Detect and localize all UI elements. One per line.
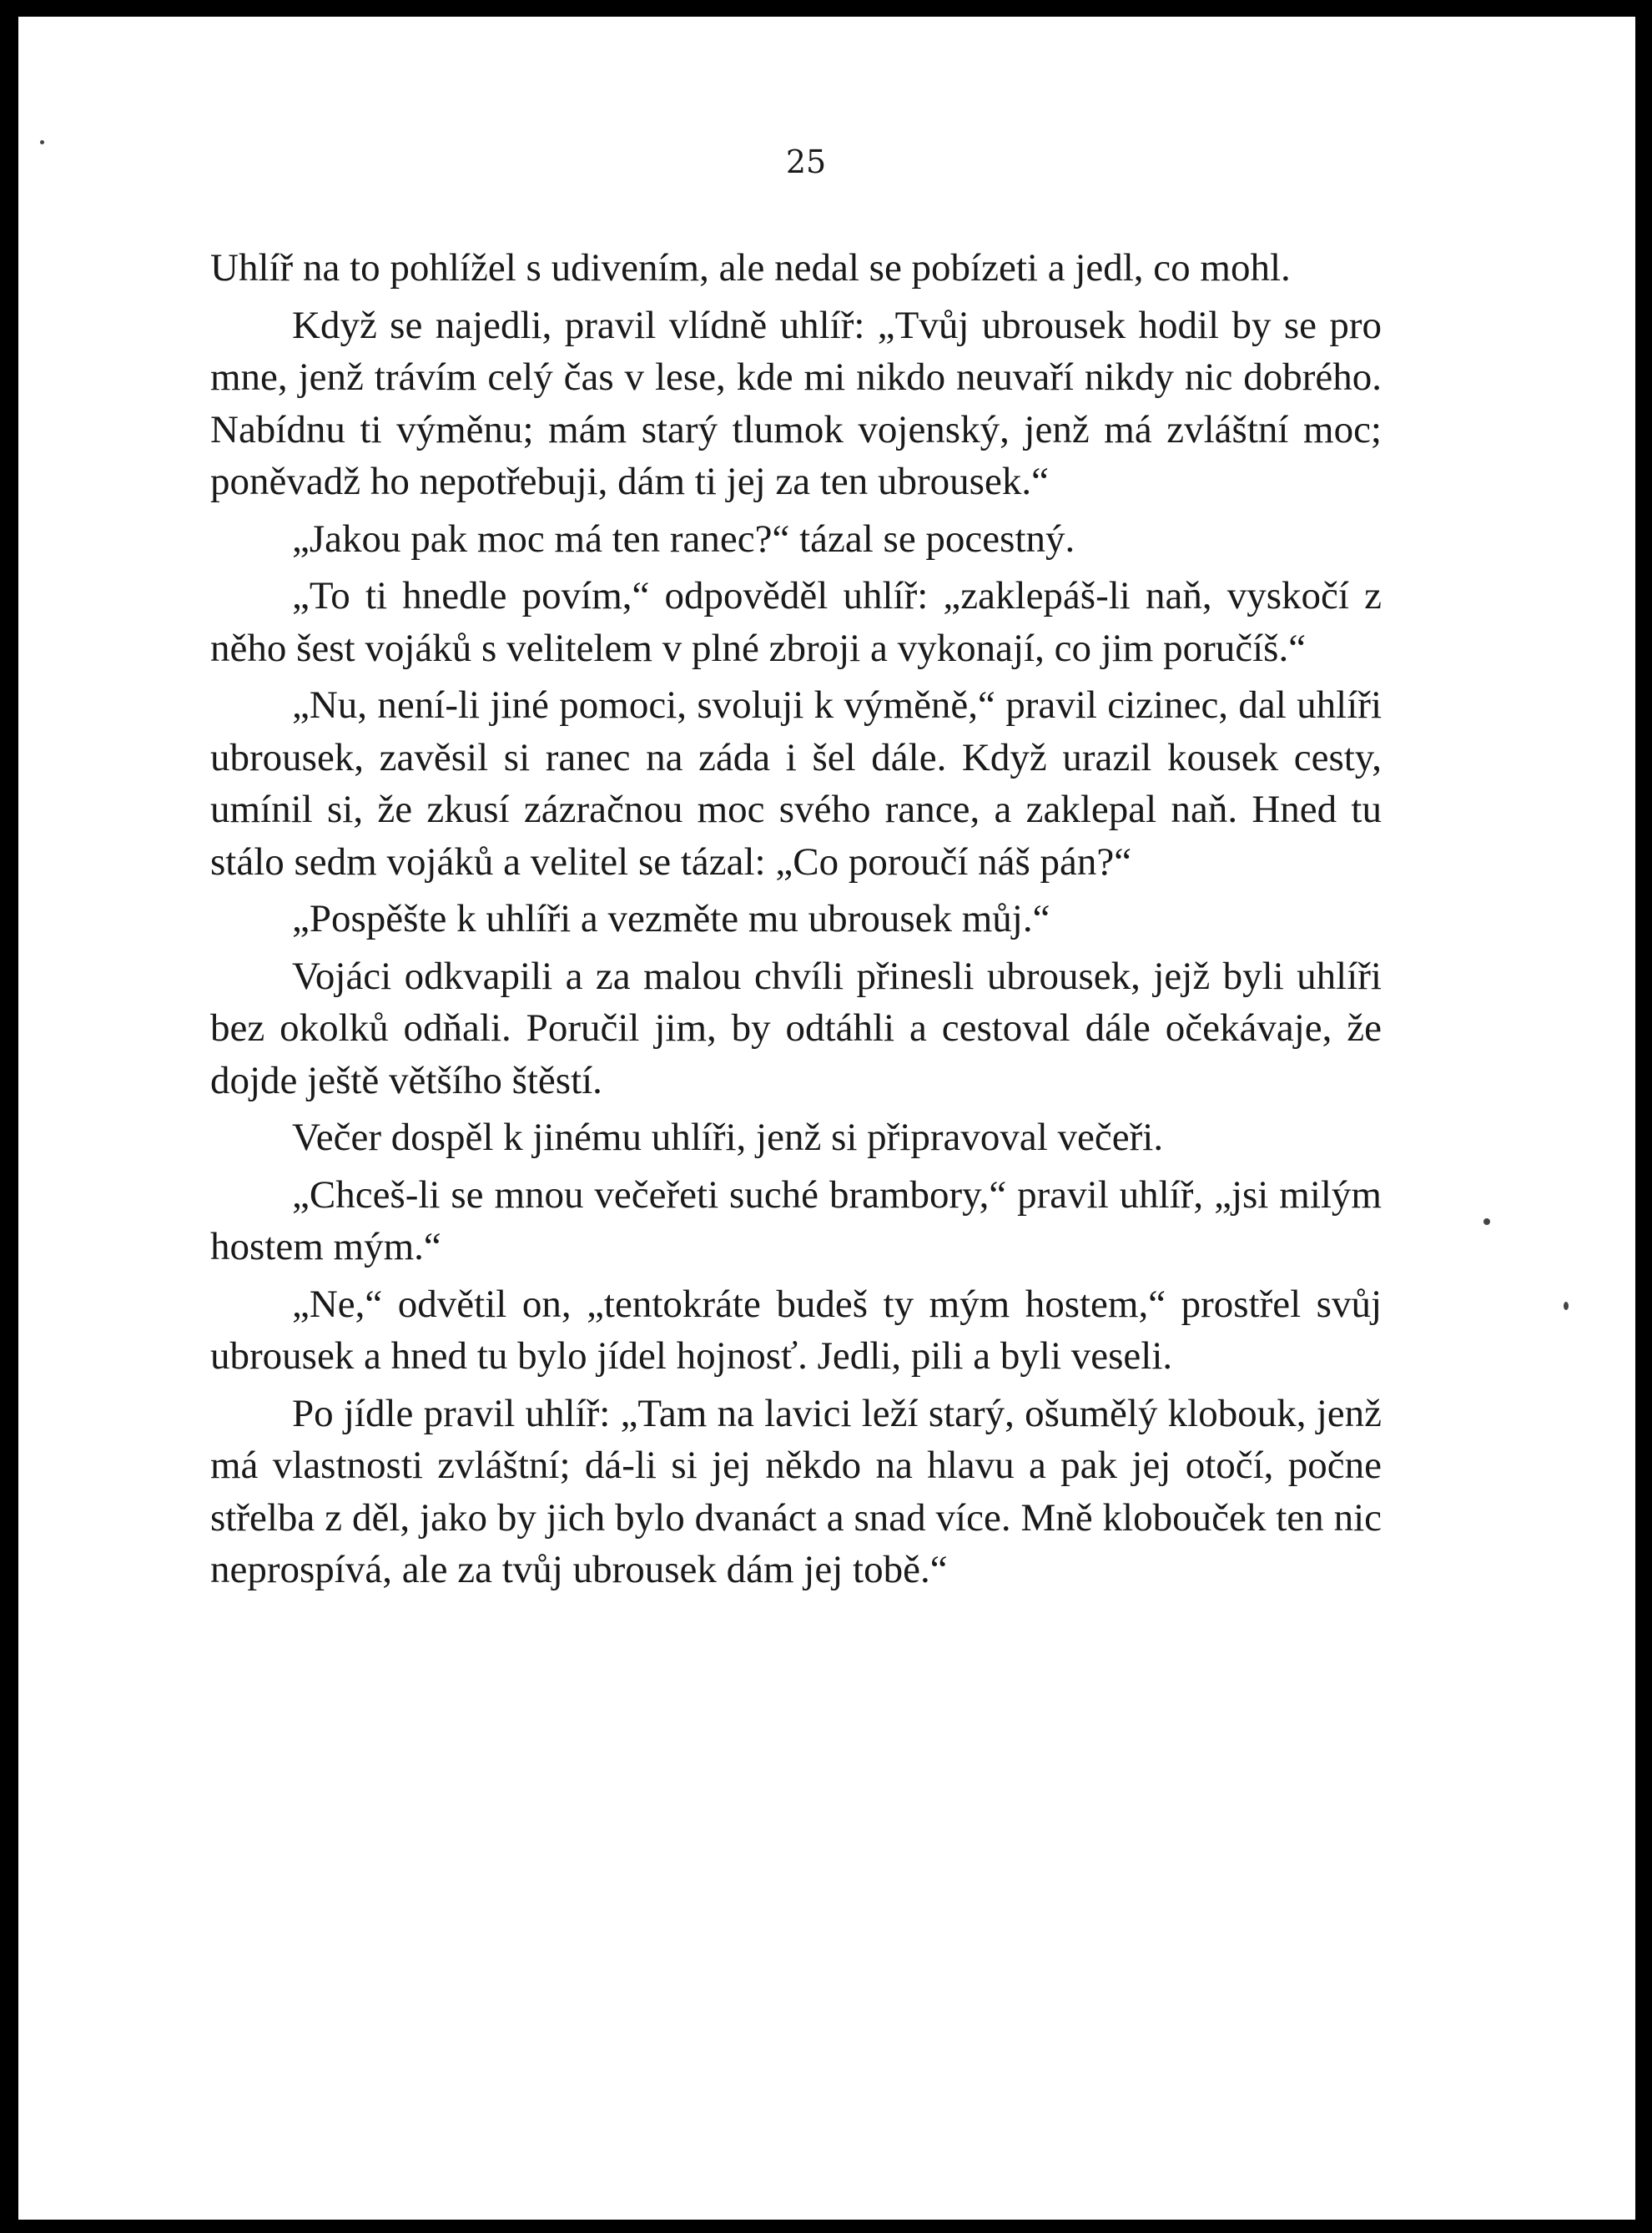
paragraph-4: „To ti hnedle povím,“ odpověděl uhlíř: „zaklepáš-li naň, vyskočí z něho šest vojáků s velitelem v plné zbroji a vykonají, co jim poručíš.“ [210, 574, 1382, 670]
page-number: 25 [785, 144, 827, 180]
scan-speck [40, 140, 44, 144]
paragraph-5: „Nu, není-li jiné pomoci, svoluji k výměně,“ pravil cizinec, dal uhlíři ubrousek, zavěsil si ranec na záda i šel dále. Když urazil kousek cesty, umínil si, že zkusí zázračnou moc svého rance, a zaklepal naň. Hned tu stálo sedm vojáků a velitel se tázal: „Co poroučí náš pán?“ [210, 683, 1382, 884]
paragraph-11: Po jídle pravil uhlíř: „Tam na lavici leží starý, ošumělý klobouk, jenž má vlastnosti zvláštní; dá-li si jej někdo na hlavu a pak jej otočí, počne střelba z děl, jako by jich bylo dvanáct a snad více. Mně klobouček ten nic neprospívá, ale za tvůj ubrousek dám jej tobě.“ [210, 1391, 1382, 1591]
body-text [210, 242, 1382, 1596]
scan-speck [1564, 1302, 1569, 1310]
paragraph-9: „Chceš-li se mnou večeřeti suché brambory,“ pravil uhlíř, „jsi milým hostem mým.“ [210, 1172, 1382, 1268]
scan-speck [1483, 1218, 1490, 1225]
paragraph-1: Uhlíř na to pohlížel s udivením, ale nedal se pobízeti a jedl, co mohl. [210, 246, 1291, 290]
book-page [18, 17, 1635, 2220]
paragraph-8: Večer dospěl k jinému uhlíři, jenž si připravoval večeři. [292, 1116, 1164, 1159]
paragraph-3: „Jakou pak moc má ten ranec?“ tázal se pocestný. [292, 517, 1075, 561]
paragraph-7: Vojáci odkvapili a za malou chvíli přinesli ubrousek, jejž byli uhlíři bez okolků odňali. Poručil jim, by odtáhli a cestoval dále očekávaje, že dojde ještě většího štěstí. [210, 954, 1382, 1102]
paragraph-6: „Pospěšte k uhlíři a vezměte mu ubrousek můj.“ [292, 897, 1050, 940]
paragraph-10: „Ne,“ odvětil on, „tentokráte budeš ty mým hostem,“ prostřel svůj ubrousek a hned tu bylo jídel hojnosť. Jedli, pili a byli veseli. [210, 1282, 1382, 1378]
paragraph-2: Když se najedli, pravil vlídně uhlíř: „Tvůj ubrousek hodil by se pro mne, jenž trávím celý čas v lese, kde mi nikdo neuvaří nikdy nic dobrého. Nabídnu ti výměnu; mám starý tlumok vojenský, jenž má zvláštní moc; poněvadž ho nepotřebuji, dám ti jej za ten ubrousek.“ [210, 303, 1382, 503]
